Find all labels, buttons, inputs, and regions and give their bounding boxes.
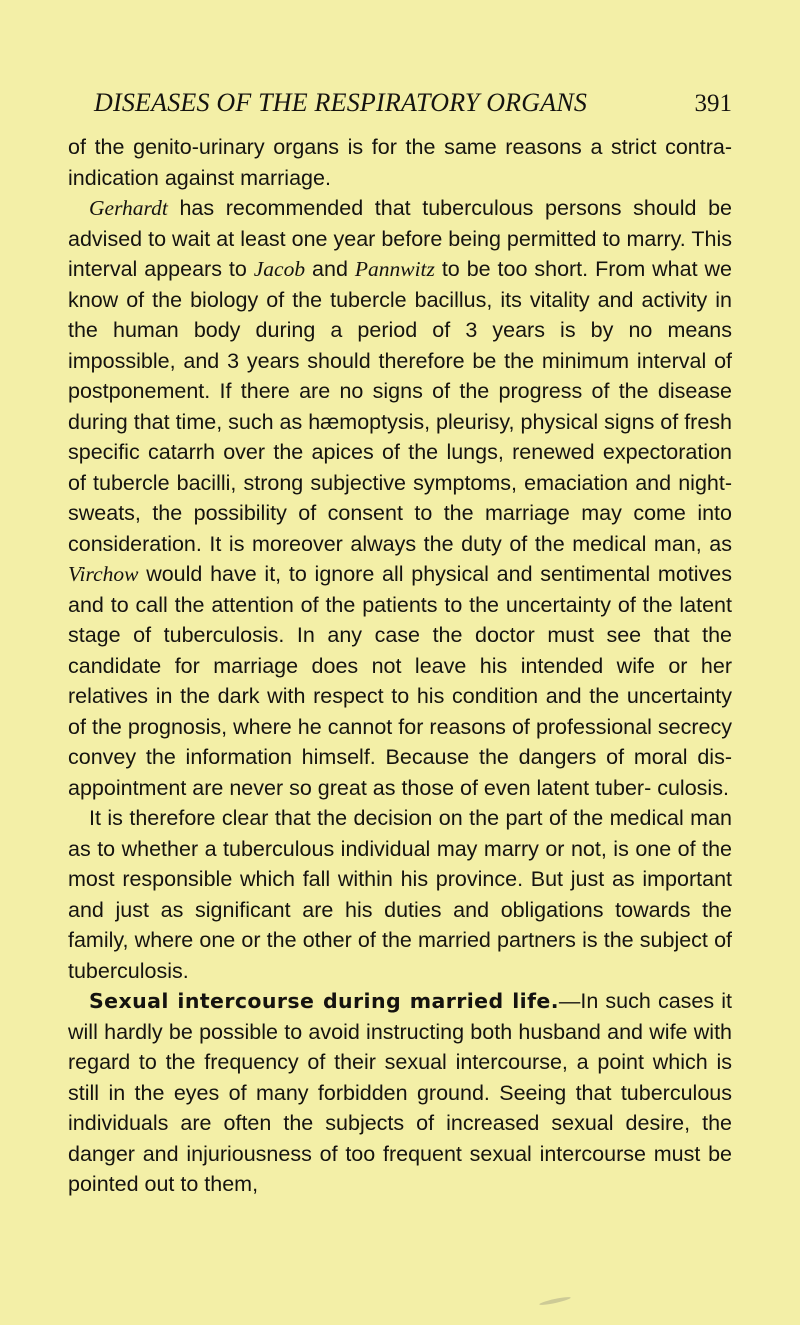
paragraph-text: and [305, 257, 355, 281]
paper-stain [539, 1296, 571, 1307]
person-name-virchow: Virchow [68, 562, 139, 586]
paragraph-text: would have it, to ignore all physical and sentimental motives and to call the attention of the patients to the uncertainty of the latent stage of tuberculosis. In any case the doctor must see that the candidate for marriage does not leave his intended wife or her relatives in the dark with respect to his condition and the uncertainty of the prognosis, where he cannot for reasons of professional secrecy convey the information himself. Because the dangers of moral dis- appointment are never so great as those of even latent tuber- culosis. [68, 562, 732, 800]
person-name-jacob: Jacob [253, 257, 306, 281]
paragraph-gerhardt [68, 193, 732, 803]
running-header [94, 86, 732, 132]
person-name-pannwitz: Pannwitz [354, 257, 435, 281]
page-number: 391 [694, 90, 732, 117]
person-name-gerhardt: Gerhardt [89, 196, 168, 220]
paragraph-text: of the genito-urinary organs is for the same reasons a strict contra-indication against marriage. [68, 135, 732, 190]
paragraph-text: In such cases it will hardly be possible to avoid instructing both husband and wife with regard to the frequency of their sexual intercourse, a point which is still in the eyes of many forbidden ground. Seeing that tuberculous individuals are often the subjects of increased sexual desire, the danger and injuriousness of too frequent sexual intercourse must be pointed out to them, [68, 989, 732, 1196]
book-page [68, 86, 732, 1200]
em-dash: — [558, 989, 581, 1013]
paragraph-text: to be too short. From what we know of the biology of the tubercle bacillus, its vitality and activity in the human body during a period of 3 years is by no means impossible, and 3 years should therefore be the minimum interval of postponement. If there are no signs of the progress of the disease during that time, such as hæmoptysis, pleurisy, physical signs of fresh specific catarrh over the apices of the lungs, renewed expectoration of tubercle bacilli, strong subjective symptoms, emaciation and night-sweats, the possibility of consent to the marriage may come into consideration. It is moreover always the duty of the medical man, as [68, 257, 733, 556]
paragraph-sexual-intercourse [68, 986, 732, 1200]
paragraph-continuation [68, 132, 732, 193]
paragraph-text: It is therefore clear that the decision on the part of the medical man as to whether a tuberculous individual may marry or not, is one of the most responsible which fall within his province. But just as important and just as significant are his duties and obligations towards the family, where one or the other of the married partners is the subject of tuberculosis. [68, 806, 732, 983]
chapter-running-title: DISEASES OF THE RESPIRATORY ORGANS [94, 88, 588, 117]
paragraph-decision [68, 803, 732, 986]
section-sidehead: Sexual intercourse during married life. [89, 989, 559, 1013]
paragraph-text: has recommended that tuberculous persons should be advised to wait at least one year before being permitted to marry. This interval appears to [68, 196, 732, 281]
